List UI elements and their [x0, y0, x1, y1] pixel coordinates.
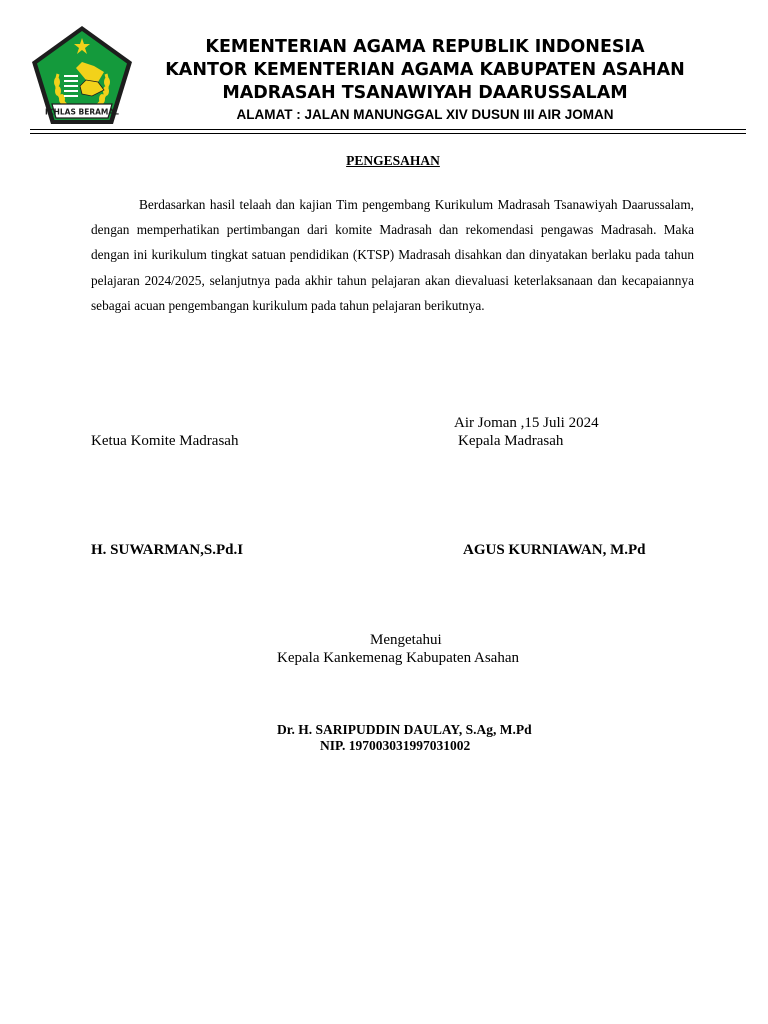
left-signatory-role: Ketua Komite Madrasah [91, 433, 239, 449]
acknowledged-nip: NIP. 197003031997031002 [320, 738, 471, 753]
ministry-name: KEMENTERIAN AGAMA REPUBLIK INDONESIA [205, 37, 645, 57]
letterhead [150, 36, 700, 124]
left-signatory-name: H. SUWARMAN,S.Pd.I [91, 542, 244, 558]
body-paragraph: Berdasarkan hasil telaah dan kajian Tim pengembang Kurikulum Madrasah Tsanawiyah Daarussalam, dengan memperhatikan pertimbangan dari komite Madrasah dan rekomendasi pengawas Madrasah. Maka dengan ini kurikulum tingkat satuan pendidikan (KTSP) Madrasah disahkan dan dinyatakan berlaku pada tahun pelajaran 2024/2025, selanjutnya pada akhir tahun pelajaran akan dievaluasi keterlaksanaan dan kecapaiannya sebagai acuan pengembangan kurikulum pada tahun pelajaran berikutnya. [91, 197, 694, 313]
office-name: KANTOR KEMENTERIAN AGAMA KABUPATEN ASAHAN [165, 60, 685, 80]
acknowledged-name: Dr. H. SARIPUDDIN DAULAY, S.Ag, M.Pd [277, 722, 532, 737]
header-divider-thin [30, 133, 746, 134]
place-date: Air Joman ,15 Juli 2024 [454, 415, 599, 431]
acknowledged-role: Kepala Kankemenag Kabupaten Asahan [277, 650, 519, 666]
school-name: MADRASAH TSANAWIYAH DAARUSSALAM [222, 83, 628, 103]
school-address: ALAMAT : JALAN MANUNGGAL XIV DUSUN III AIR JOMAN [236, 107, 614, 122]
acknowledged-label: Mengetahui [370, 632, 442, 648]
right-signatory-name: AGUS KURNIAWAN, M.Pd [463, 542, 646, 558]
logo-text: IKHLAS BERAMAL [45, 107, 119, 117]
kemenag-logo [28, 24, 136, 128]
header-divider-thick [30, 129, 746, 130]
right-signatory-role: Kepala Madrasah [458, 433, 564, 449]
document-title: PENGESAHAN [346, 153, 440, 168]
